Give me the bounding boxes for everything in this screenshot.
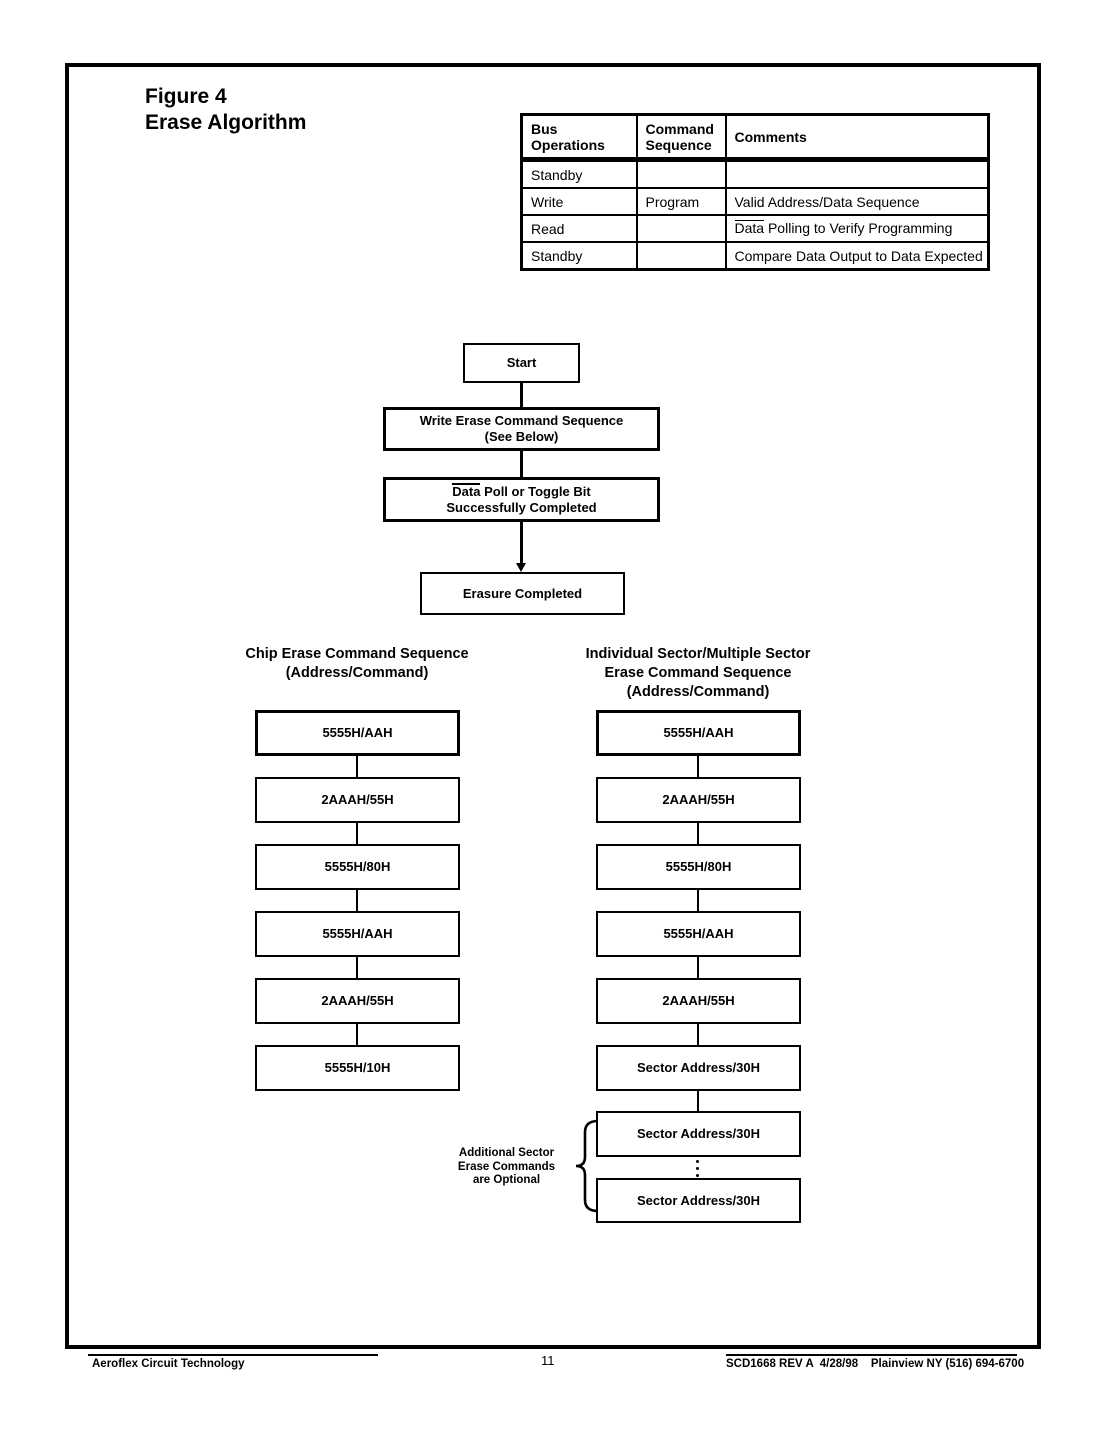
chip-command-box: 2AAAH/55H [255, 777, 460, 823]
cell-comment: Data Polling to Verify Programming [726, 215, 989, 242]
bus-operations-table [520, 113, 990, 271]
ellipsis-dot [696, 1167, 699, 1170]
table-header-row [522, 115, 989, 160]
flow-box-data-poll: Data Poll or Toggle Bit Successfully Completed [383, 477, 660, 522]
cell-command [637, 242, 726, 270]
sector-command-box: Sector Address/30H [596, 1111, 801, 1157]
connector-line [697, 957, 699, 978]
connector-line [356, 1024, 358, 1045]
connector-line [697, 1024, 699, 1045]
sector-command-box: 2AAAH/55H [596, 777, 801, 823]
ellipsis-dot [696, 1174, 699, 1177]
flow-box-write-erase: Write Erase Command Sequence (See Below) [383, 407, 660, 451]
connector-line [520, 383, 523, 407]
connector-line [520, 451, 523, 477]
footer-rule-left [88, 1354, 378, 1356]
connector-line [697, 823, 699, 844]
connector-line [697, 756, 699, 777]
table-row [522, 188, 989, 215]
header-bus-operations: Bus Operations [522, 115, 637, 160]
flow-box-erasure-completed: Erasure Completed [420, 572, 625, 615]
connector-line [697, 890, 699, 911]
cell-command [637, 160, 726, 189]
overlined-data-text: Data [734, 220, 765, 237]
connector-line [356, 957, 358, 978]
cell-comment [726, 160, 989, 189]
sector-command-box: 5555H/AAH [596, 710, 801, 756]
header-comments: Comments [726, 115, 989, 160]
sector-command-box: 5555H/80H [596, 844, 801, 890]
sector-command-box: Sector Address/30H [596, 1045, 801, 1091]
cell-comment: Compare Data Output to Data Expected [726, 242, 989, 270]
header-command-sequence: Command Sequence [637, 115, 726, 160]
chip-erase-heading: Chip Erase Command Sequence (Address/Command) [245, 646, 469, 681]
footer-page-number: 11 [541, 1353, 555, 1368]
cell-bus-op: Write [522, 188, 637, 215]
sector-command-box: 2AAAH/55H [596, 978, 801, 1024]
figure-title [145, 84, 306, 136]
cell-comment: Valid Address/Data Sequence [726, 188, 989, 215]
ellipsis-dot [696, 1160, 699, 1163]
table-row [522, 160, 989, 189]
sector-command-box: 5555H/AAH [596, 911, 801, 957]
flow-box-start: Start [463, 343, 580, 383]
footer-doc-info: SCD1668 REV A 4/28/98 Plainview NY (516) 694-6700 [726, 1358, 1025, 1370]
sector-command-box: Sector Address/30H [596, 1178, 801, 1223]
chip-command-box: 2AAAH/55H [255, 978, 460, 1024]
figure-title-line2: Erase Algorithm [145, 111, 307, 134]
footer-company: Aeroflex Circuit Technology [92, 1358, 245, 1370]
footer-rule-right [726, 1354, 1017, 1356]
chip-command-box: 5555H/10H [255, 1045, 460, 1091]
overlined-data-text: Data [452, 484, 481, 499]
figure-title-line1: Figure 4 [145, 85, 227, 108]
curly-brace-icon [572, 1119, 600, 1213]
cell-command: Program [637, 188, 726, 215]
connector-line [520, 522, 523, 564]
connector-line [356, 823, 358, 844]
table-row [522, 242, 989, 270]
cell-bus-op: Read [522, 215, 637, 242]
optional-note: Additional Sector Erase Commands are Optional [457, 1147, 556, 1186]
chip-command-box: 5555H/AAH [255, 710, 460, 756]
cell-command [637, 215, 726, 242]
sector-erase-heading: Individual Sector/Multiple Sector Erase Command Sequence (Address/Command) [585, 646, 811, 700]
connector-line [356, 890, 358, 911]
connector-line [356, 756, 358, 777]
connector-line [697, 1091, 699, 1111]
cell-bus-op: Standby [522, 160, 637, 189]
table-row [522, 215, 989, 242]
cell-bus-op: Standby [522, 242, 637, 270]
chip-command-box: 5555H/80H [255, 844, 460, 890]
arrow-down-icon [516, 563, 526, 572]
chip-command-box: 5555H/AAH [255, 911, 460, 957]
